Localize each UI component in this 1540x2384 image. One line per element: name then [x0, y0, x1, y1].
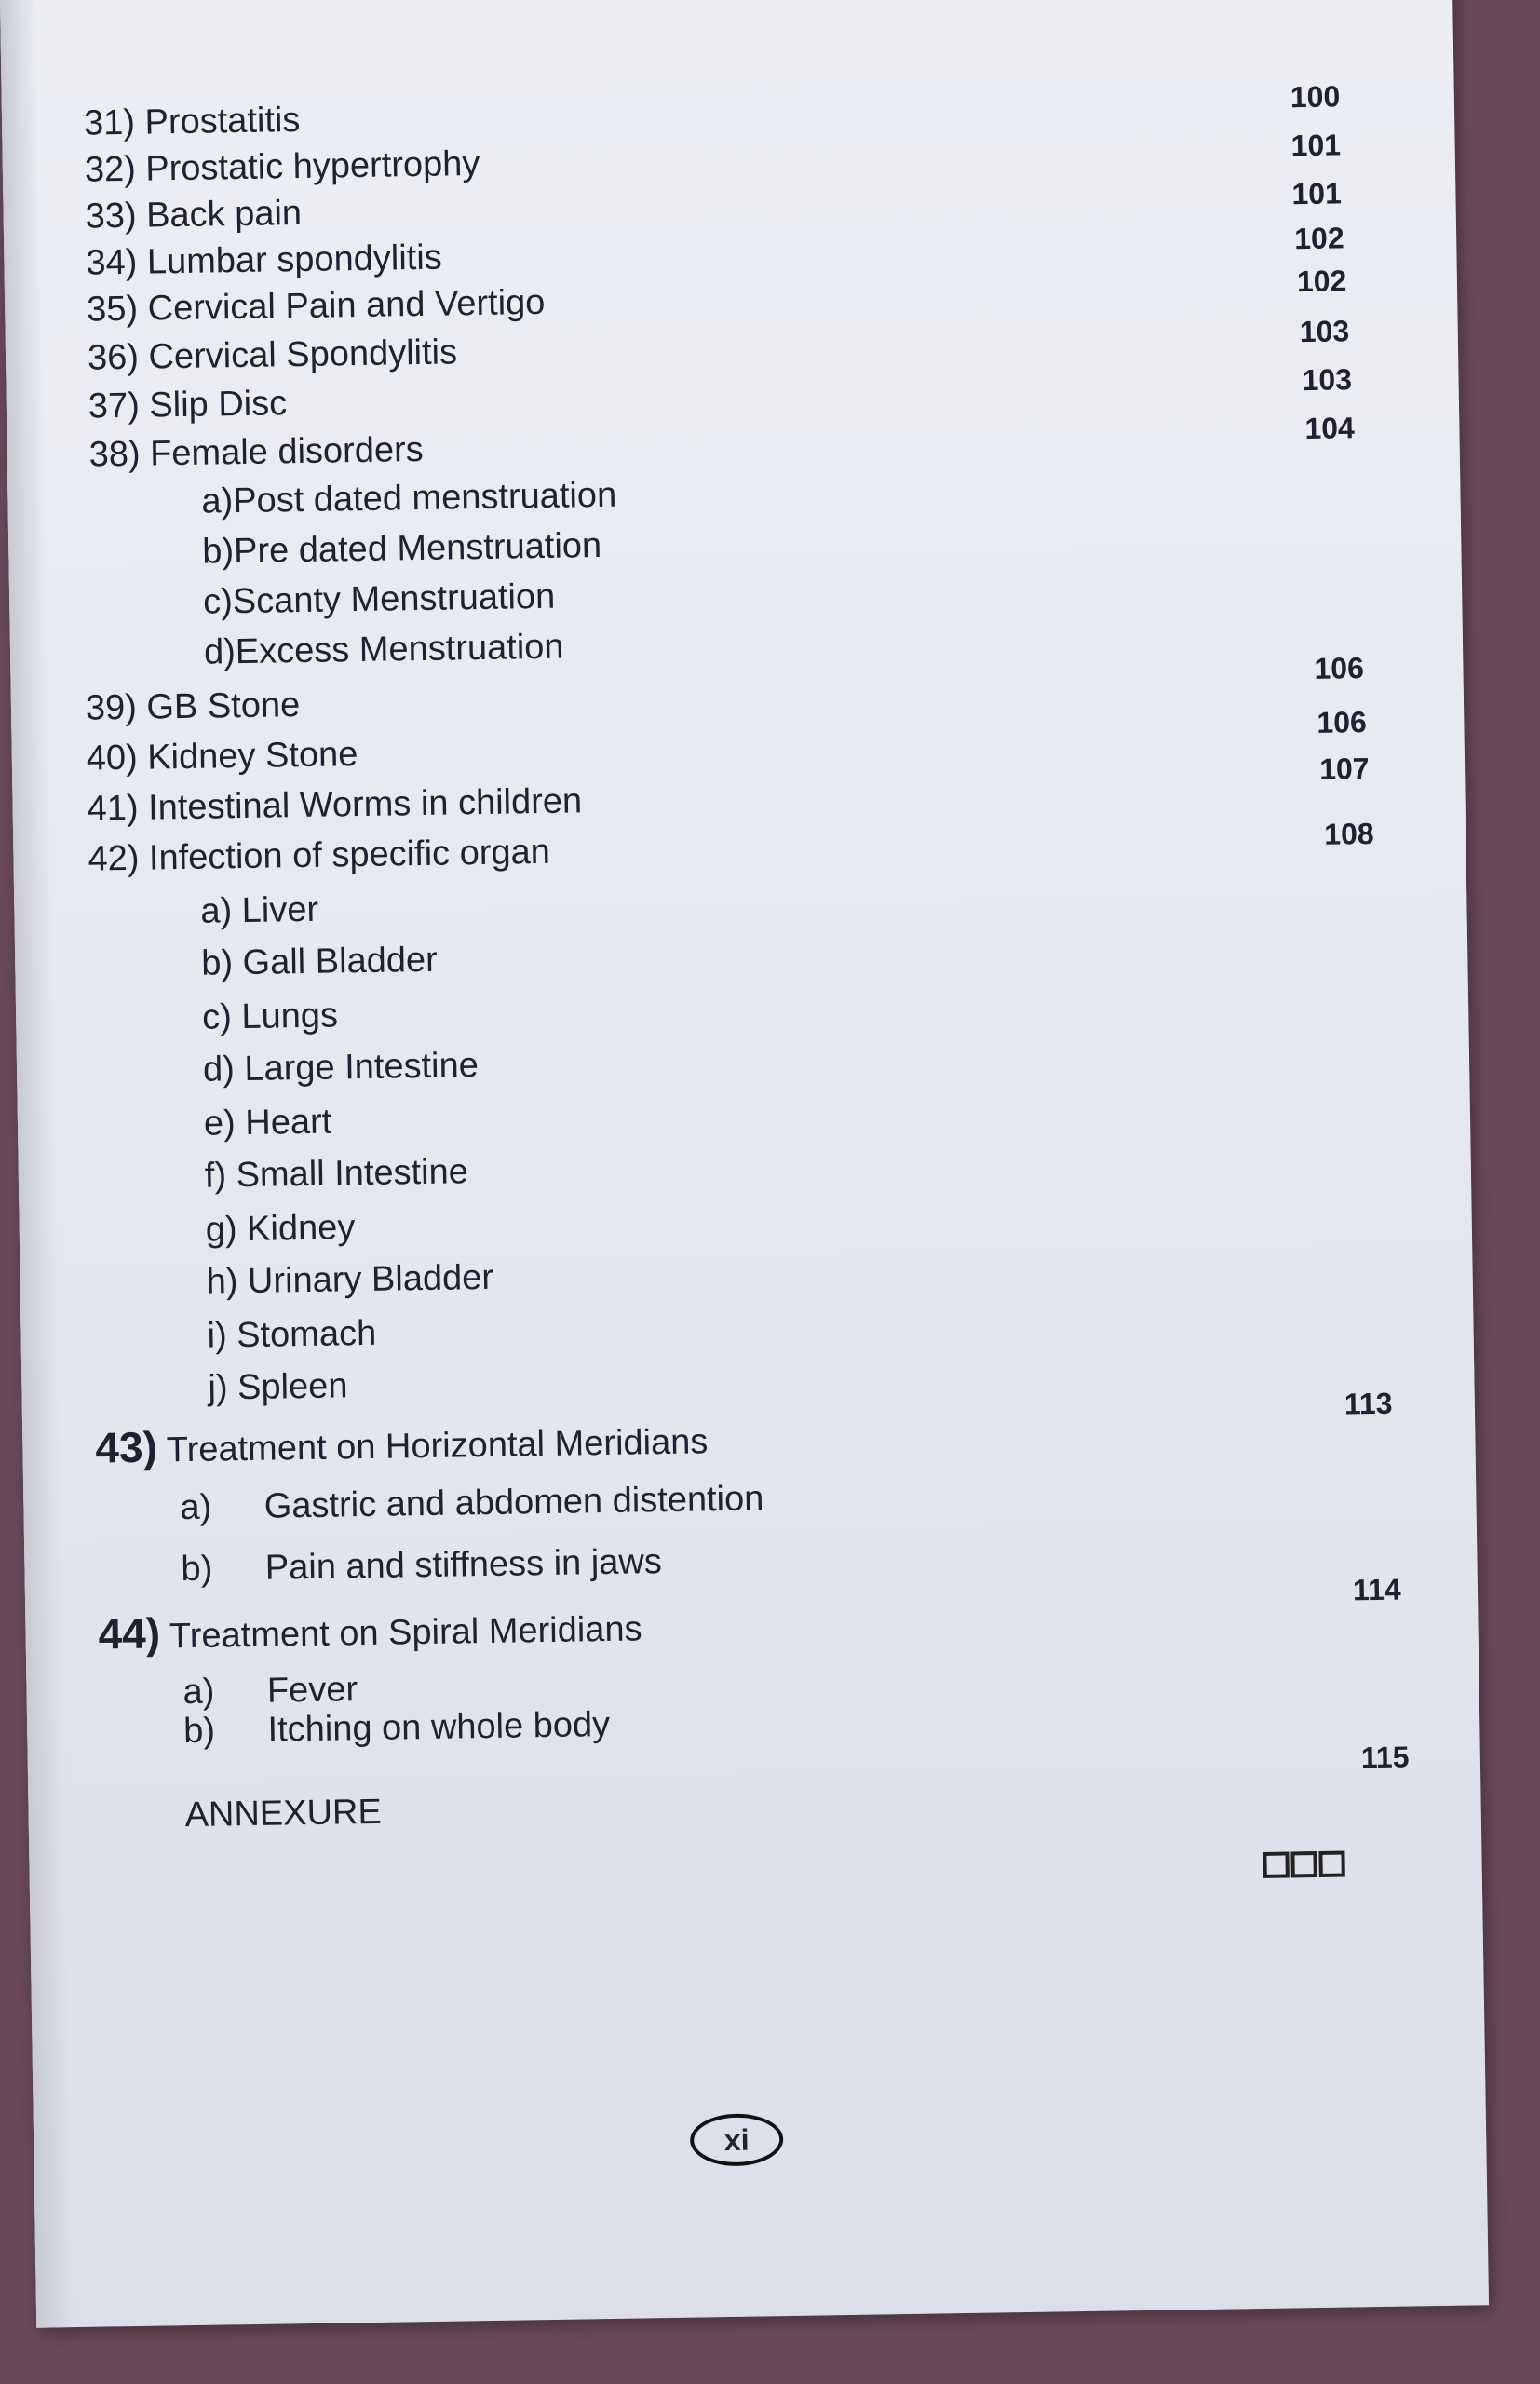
entry-title: Gastric and abdomen distention	[263, 1479, 764, 1526]
toc-entry-43	[95, 1417, 709, 1471]
toc-subentry: b) Gall Bladder	[200, 940, 439, 983]
toc-entry-38: 38) Female disorders	[88, 429, 425, 475]
toc-subentry: a) Liver	[200, 889, 319, 931]
entry-number: 44)	[98, 1608, 161, 1659]
toc-entry-36: 36) Cervical Spondylitis	[87, 332, 458, 378]
end-box-icon	[1263, 1852, 1289, 1878]
toc-subentry: d)Excess Menstruation	[203, 627, 564, 672]
page-number: 103	[1299, 314, 1350, 349]
entry-letter: a)	[182, 1672, 215, 1713]
page-number: 114	[1352, 1572, 1401, 1607]
toc-subentry: b)Pre dated Menstruation	[202, 525, 602, 572]
page-number: 104	[1304, 411, 1356, 446]
toc-subentry: e) Heart	[203, 1102, 332, 1144]
page-number: 106	[1317, 705, 1368, 739]
entry-title: Treatment on Horizontal Meridians	[166, 1422, 709, 1470]
toc-entry-40: 40) Kidney Stone	[86, 735, 358, 779]
toc-entry-33: 33) Back pain	[85, 193, 303, 237]
entry-title: Fever	[266, 1670, 358, 1711]
entry-letter: a)	[180, 1487, 212, 1528]
page-fold-shadow	[0, 0, 74, 2328]
toc-subentry: g) Kidney	[205, 1208, 356, 1250]
toc-entry-34: 34) Lumbar spondylitis	[86, 237, 443, 283]
page-number: 102	[1296, 264, 1347, 299]
toc-subentry: i) Stomach	[207, 1313, 377, 1356]
page-number: 108	[1323, 816, 1374, 851]
toc-subentry: a)Post dated menstruation	[201, 475, 617, 522]
toc-subentry: h) Urinary Bladder	[206, 1257, 494, 1302]
toc-annexure: ANNEXURE	[184, 1792, 383, 1835]
toc-entry-39: 39) GB Stone	[85, 685, 301, 728]
entry-number: 43)	[95, 1422, 158, 1472]
end-marker	[1263, 1851, 1344, 1878]
toc-entry-31: 31) Prostatitis	[83, 100, 301, 143]
entry-title: Itching on whole body	[267, 1704, 611, 1750]
page-number: 102	[1293, 221, 1344, 256]
footer-page-number: xi	[690, 2113, 784, 2167]
toc-subentry: j) Spleen	[208, 1366, 348, 1408]
toc-subentry	[181, 1541, 662, 1590]
toc-subentry: c) Lungs	[201, 996, 339, 1037]
page-number: 107	[1318, 752, 1370, 786]
toc-entry-37: 37) Slip Disc	[88, 384, 288, 427]
toc-entry-41: 41) Intestinal Worms in children	[87, 781, 583, 829]
toc-subentry: d) Large Intestine	[202, 1046, 480, 1090]
toc-entry-44	[98, 1605, 642, 1658]
toc-entry-35: 35) Cervical Pain and Vertigo	[86, 282, 546, 330]
page-number: 113	[1344, 1386, 1393, 1421]
toc-subentry	[180, 1478, 764, 1528]
entry-title: Treatment on Spiral Meridians	[169, 1609, 642, 1657]
toc-subentry: c)Scanty Menstruation	[202, 576, 556, 622]
page-number: 115	[1360, 1740, 1410, 1775]
toc-subentry	[182, 1669, 358, 1713]
entry-letter: b)	[181, 1549, 213, 1590]
end-box-icon	[1290, 1851, 1317, 1877]
page-number: 101	[1291, 176, 1343, 211]
entry-letter: b)	[182, 1711, 216, 1752]
entry-title: Pain and stiffness in jaws	[264, 1542, 663, 1588]
end-box-icon	[1318, 1851, 1344, 1877]
toc-entry-42: 42) Infection of specific organ	[88, 832, 551, 879]
page-number: 101	[1290, 128, 1342, 163]
toc-subentry: f) Small Intestine	[204, 1152, 469, 1196]
page-number: 106	[1314, 651, 1365, 685]
toc-entry-32: 32) Prostatic hypertrophy	[84, 143, 480, 190]
page-number: 103	[1302, 362, 1353, 398]
page-number: 100	[1290, 79, 1341, 115]
toc-subentry	[183, 1704, 611, 1752]
